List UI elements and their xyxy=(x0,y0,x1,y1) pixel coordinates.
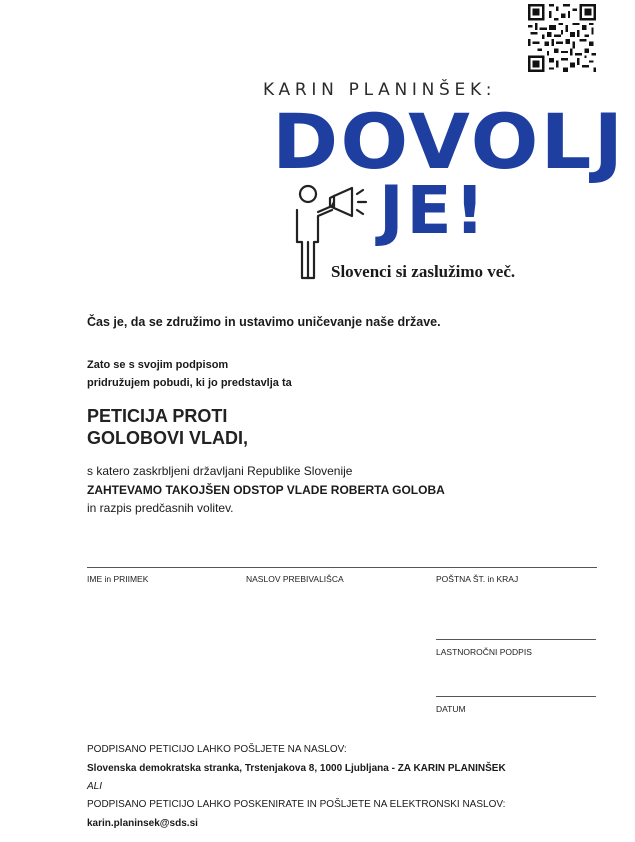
date-line[interactable] xyxy=(436,696,596,697)
join-line-2: pridružujem pobudi, ki jo predstavlja ta xyxy=(87,377,292,389)
petition-sub-1: s katero zaskrbljeni državljani Republike Slovenije xyxy=(87,464,353,478)
signature-line[interactable] xyxy=(436,639,596,640)
scan-instructions: PODPISANO PETICIJO LAHKO POSKENIRATE IN POŠLJETE NA ELEKTRONSKI NASLOV: xyxy=(87,799,506,810)
form-top-line xyxy=(87,567,597,568)
petition-demand: ZAHTEVAMO TAKOJŠEN ODSTOP VLADE ROBERTA GOLOBA xyxy=(87,483,445,497)
author-name: KARIN PLANINŠEK: xyxy=(263,80,497,100)
address-field-label: NASLOV PREBIVALIŠCA xyxy=(246,574,344,584)
send-instructions: PODPISANO PETICIJO LAHKO POŠLJETE NA NASLOV: xyxy=(87,744,347,755)
name-field-label: IME in PRIIMEK xyxy=(87,574,149,584)
qr-code-icon xyxy=(528,4,596,72)
join-line-1: Zato se s svojim podpisom xyxy=(87,359,229,371)
postal-field-label: POŠTNA ŠT. in KRAJ xyxy=(436,574,519,584)
email-link[interactable]: karin.planinsek@sds.si xyxy=(87,818,198,829)
intro-text: Čas je, da se združimo in ustavimo uničevanje naše države. xyxy=(87,315,441,329)
petition-title xyxy=(87,405,248,449)
join-statement xyxy=(87,356,292,392)
or-text: ALI xyxy=(87,781,103,792)
headline-je: JE! xyxy=(379,172,488,249)
petition-title-line-1: PETICIJA PROTI xyxy=(87,406,228,426)
petition-title-line-2: GOLOBOVI VLADI, xyxy=(87,428,249,448)
petition-sub-3: in razpis predčasnih volitev. xyxy=(87,501,234,515)
tagline: Slovenci si zaslužimo več. xyxy=(331,262,516,281)
date-field-label: DATUM xyxy=(436,704,466,714)
postal-address: Slovenska demokratska stranka, Trstenjakova 8, 1000 Ljubljana - ZA KARIN PLANINŠEK xyxy=(87,763,506,774)
headline-dovolj: DOVOLJ xyxy=(272,97,626,186)
signature-field-label: LASTNOROČNI PODPIS xyxy=(436,647,532,657)
